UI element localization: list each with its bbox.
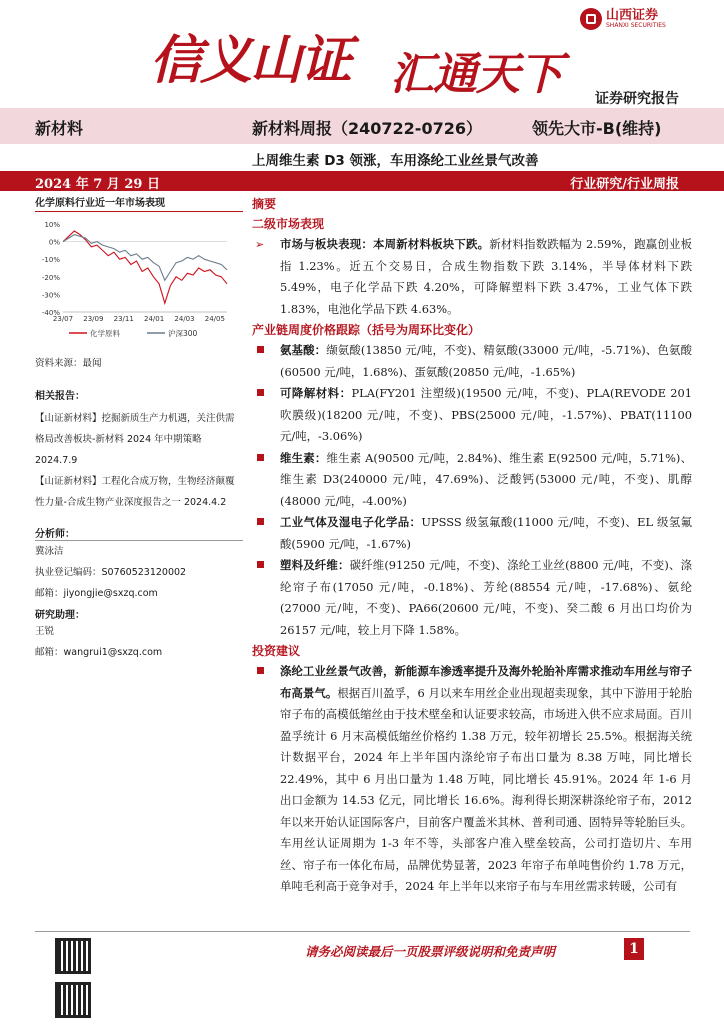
bullet-square-icon [257,389,264,396]
slogan-left: 信义山证 [150,30,351,91]
market-bullet [252,234,692,320]
y-tick-label: -20% [41,273,60,282]
chain-lead: 氨基酸： [280,343,327,357]
qr-code-icon [55,982,91,1018]
bullet-square-icon [257,561,264,568]
logo-en: SHANXI SECURITIES [606,22,666,29]
analyst-name: 冀泳洁 [35,546,64,557]
report-date: 2024 年 7 月 29 日 [35,177,160,192]
logo-mark-icon [580,8,602,30]
left-column [35,194,243,663]
y-tick-label: -40% [41,309,60,317]
bullet-square-icon [257,667,264,674]
data-source: 资料来源：最闻 [35,358,102,369]
market-chart [35,216,243,346]
bullet-square-icon [257,518,264,525]
page-number: 1 [624,938,644,960]
x-tick-label: 24/05 [204,315,225,323]
related-report-2[interactable]: 【山证新材料】工程化合成万物，生物经济颠覆性力量-合成生物产业深度报告之一 2024.4.2 [35,476,235,508]
bullet-square-icon [257,346,264,353]
chain-heading: 产业链周度价格跟踪（括号为周环比变化） [252,323,481,337]
qr-code-icon [55,938,91,974]
report-subtitle: 上周维生素 D3 领涨，车用涤纶工业丝景气改善 [252,153,539,169]
market-text: 新材料指数跌幅为 2.59%，跑赢创业板指 1.23%。近五个交易日，合成生物指数下跌 3.14%，半导体材料下跌 5.49%，电子化学品下跌 4.20%，可降解塑料下跌 3.47%，工业气体下跌 1.83%，电池化学品下跌 4.63%。 [280,237,692,316]
chain-item [252,448,692,513]
logo [580,8,666,30]
x-tick-label: 24/01 [144,315,165,323]
analyst-email[interactable]: 邮箱：jiyongjie@sxzq.com [35,588,158,599]
y-tick-label: -30% [41,291,60,300]
analyst-reg: 执业登记编码：S0760523120002 [35,567,187,578]
x-tick-label: 23/07 [52,315,74,323]
chain-lead: 塑料及纤维： [280,558,350,572]
legend-label: 沪深300 [168,329,198,338]
right-column [252,194,692,898]
chain-text: PLA(FY201 注塑级)(19500 元/吨，不变)、PLA(REVODE 201 吹膜级)(18200 元/吨，不变)、PBS(25000 元/吨，-1.57%)、PBAT(11100 元/吨，-3.06%) [280,386,692,443]
bullet-square-icon [257,454,264,461]
chain-text: 缬氨酸(13850 元/吨，不变)、精氨酸(33000 元/吨，-5.71%)、色氨酸(60500 元/吨，1.68%)、蛋氨酸(20850 元/吨，-1.65%) [280,343,692,379]
assistant-title: 研究助理： [35,610,85,621]
y-tick-label: 10% [44,221,60,229]
sector-label: 新材料 [35,119,84,138]
invest-text: 根据百川盈孚，6 月以来车用丝企业出现超卖现象，其中下游用于轮胎帘子布的高模低缩丝由于技术壁垒和认证要求较高，市场进入供不应求局面。百川盈孚统计 6 月末高模低缩丝价格约 1.38 万元，较年初增长 25.5%。根据海关统计数据平台，2024 年上半年国内涤纶帘子布出口量为 8.38 万吨，同比增长 22.49%，其中 6 月出口量为 1.48 万吨，同比增长 45.91%。2024 年 1-6 月出口金额为 14.53 亿元，同比增长 16.6%。海利得长期深耕涤纶帘子布，2012 年以来开始认证国际客户，目前客户覆盖米其林、普利司通、固特异等轮胎巨头。车用丝认证周期为 1-3 年不等，头部客户准入壁垒较高，公司打造切片、车用丝、帘子布一体化布局，品牌优势显著，2023 年帘子布单吨售价约 1.78 万元，单吨毛利高于竞争对手，2024 年上半年以来帘子布与车用丝需求转暖，公司有 [280,685,692,893]
chain-item [252,383,692,448]
legend-label: 化学原料 [90,329,120,338]
invest-item [252,661,692,898]
y-tick-label: -10% [41,256,60,265]
chain-lead: 可降解材料： [280,386,352,400]
report-title: 新材料周报（240722-0726） [252,119,482,138]
chart-title: 化学原料行业近一年市场表现 [35,194,243,212]
x-tick-label: 23/11 [113,315,134,323]
footer-divider [35,931,690,932]
chain-text: UPSSS 级氢氟酸(11000 元/吨，不变)、EL 级氢氟酸(5900 元/吨，-1.67%) [280,515,692,551]
logo-cn: 山西证券 [606,8,659,23]
y-tick-label: 0% [48,238,60,247]
chain-item [252,340,692,383]
market-heading: 二级市场表现 [252,217,325,231]
invest-heading: 投资建议 [252,644,301,658]
x-tick-label: 23/09 [83,315,104,323]
chain-text: 碳纤维(91250 元/吨，不变)、涤纶工业丝(8800 元/吨，不变)、涤纶帘子布(17050 元/吨，-0.18%)、芳纶(88554 元/吨，-17.68%)、氨纶(27000 元/吨，不变)、PA66(20600 元/吨，不变)、癸二酸 6 月出口均价为 26157 元/吨，较上月下降 1.58%。 [280,558,692,637]
date-band [0,171,724,191]
rating: 领先大市-B(维持) [532,119,662,138]
related-title: 相关报告： [35,391,85,402]
x-tick-label: 24/03 [174,315,195,323]
title-band [0,108,724,144]
assistant-name: 王锐 [35,626,55,637]
analyst-title: 分析师： [35,529,75,540]
report-category: 行业研究/行业周报 [570,177,679,192]
chain-lead: 维生素： [280,450,327,465]
abstract-heading: 摘要 [252,197,277,211]
assistant-email[interactable]: 邮箱：wangrui1@sxzq.com [35,647,163,658]
chain-lead: 工业气体及湿电子化学品： [280,515,422,529]
market-lead: 市场与板块表现：本周新材料板块下跌。 [280,237,490,251]
report-kind: 证券研究报告 [595,91,679,107]
chain-item [252,512,692,555]
invest-lead: 涤纶工业丝景气改善，新能源车渗透率提升及海外轮胎补库需求推动车用丝与帘子布高景气。 [280,664,692,700]
chain-item [252,555,692,641]
related-report-1[interactable]: 【山证新材料】挖掘新质生产力机遇，关注供需格局改善板块-新材料 2024 年中期策略 2024.7.9 [35,413,235,466]
disclaimer: 请务必阅读最后一页股票评级说明和免责声明 [305,944,556,959]
arrow-icon: ➢ [255,238,265,251]
slogan-right: 汇通天下 [390,49,562,100]
chain-text: 维生素 A(90500 元/吨，2.84%)、维生素 E(92500 元/吨，5.71%)、维生素 D3(240000 元/吨，47.69%)、泛酸钙(53000 元/吨，不变)、肌醇(48000 元/吨，-4.00%) [280,450,692,508]
